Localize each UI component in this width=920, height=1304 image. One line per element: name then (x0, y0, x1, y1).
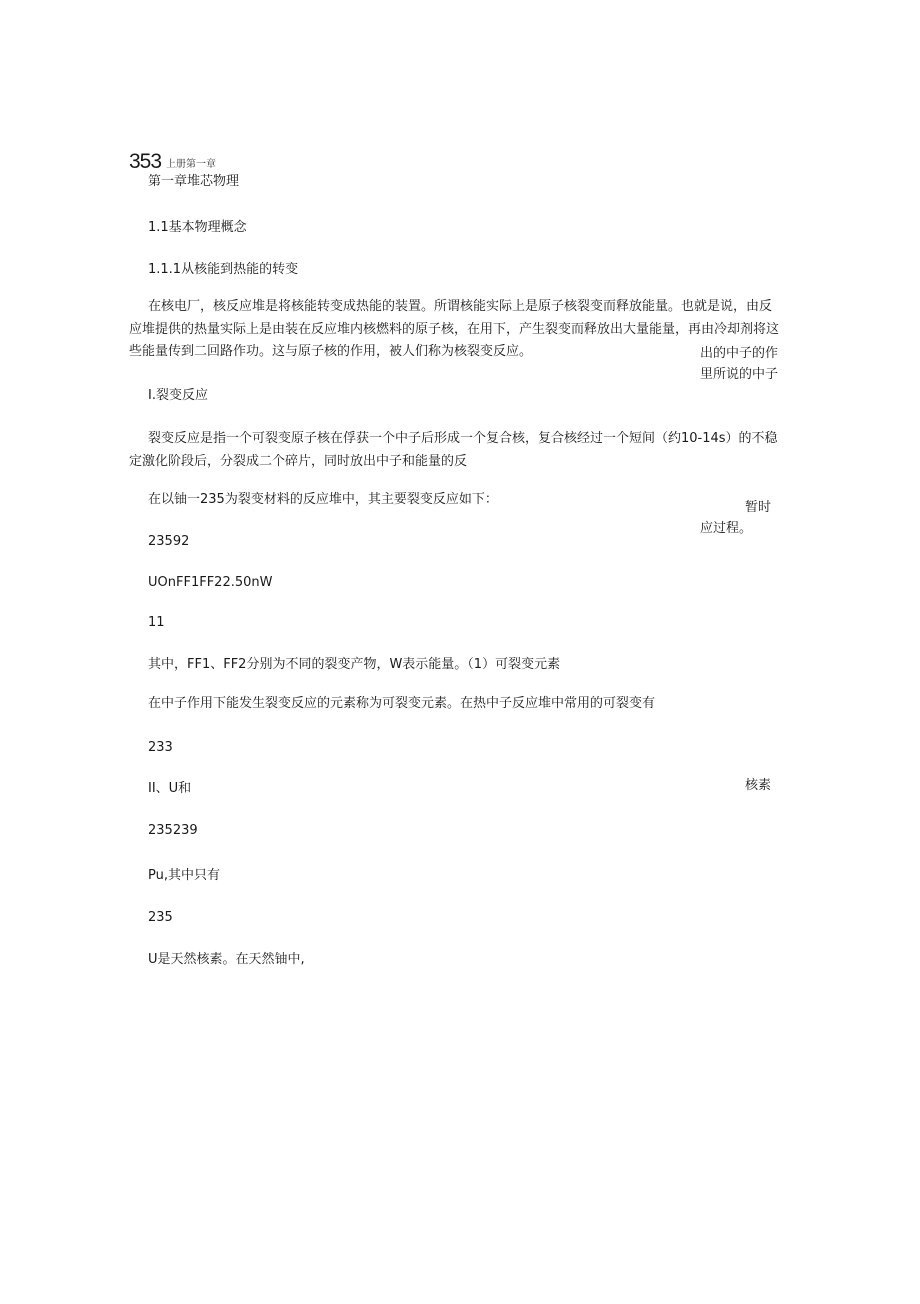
margin-note-3: 暂时 (745, 500, 772, 515)
line-u-natural: U是天然核素。在天然铀中, (148, 952, 305, 967)
isotope-number-233: 233 (148, 740, 173, 755)
margin-note-2: 里所说的中子 (700, 367, 779, 382)
line-pu: Pu,其中只有 (148, 868, 220, 883)
running-title: 上册第一章 (166, 159, 216, 170)
intro-paragraph: 在核电厂，核反应堆是将核能转变成热能的装置。所谓核能实际上是原子核裂变而释放能量。也就是说，由反应堆提供的热量实际上是由装在反应堆内核燃料的原子核，在用下，产生裂变而释放出大量能量，再由冷却剂将这些能量传到二回路作功。这与原子核的作用，被人们称为核裂变反应。 (129, 299, 780, 359)
section-heading-1-1-1: 1.1.1从核能到热能的转变 (148, 262, 299, 277)
section-heading-1-1: 1.1基本物理概念 (148, 220, 247, 235)
margin-note-5: 核素 (745, 778, 772, 793)
equation-superscripts: 23592 (148, 534, 190, 549)
equation-subscripts: 11 (148, 615, 165, 630)
equation-body: UOnFF1FF22.50nW (148, 575, 273, 590)
margin-note-4: 应过程。 (700, 521, 753, 536)
equation-explanation: 其中，FF1、FF2分别为不同的裂变产物，W表示能量。（1）可裂变元素 (148, 657, 561, 672)
page-number: 353 (129, 150, 162, 173)
chapter-title: 第一章堆芯物理 (148, 174, 240, 189)
u235-intro: 在以铀一235为裂变材料的反应堆中，其主要裂变反应如下： (148, 492, 498, 507)
line-ii-u: II、U和 (148, 781, 192, 796)
fissile-definition: 在中子作用下能发生裂变反应的元素称为可裂变元素。在热中子反应堆中常用的可裂变有 (148, 696, 656, 711)
isotope-numbers-235-239: 235239 (148, 823, 198, 838)
isotope-number-235: 235 (148, 910, 173, 925)
fission-paragraph: 裂变反应是指一个可裂变原子核在俘获一个中子后形成一个复合核，复合核经过一个短间（约10-14s）的不稳定激化阶段后，分裂成二个碎片，同时放出中子和能量的反 (129, 431, 778, 469)
margin-note-1: 出的中子的作 (700, 346, 779, 361)
subsection-heading-fission: I.裂变反应 (148, 388, 208, 403)
